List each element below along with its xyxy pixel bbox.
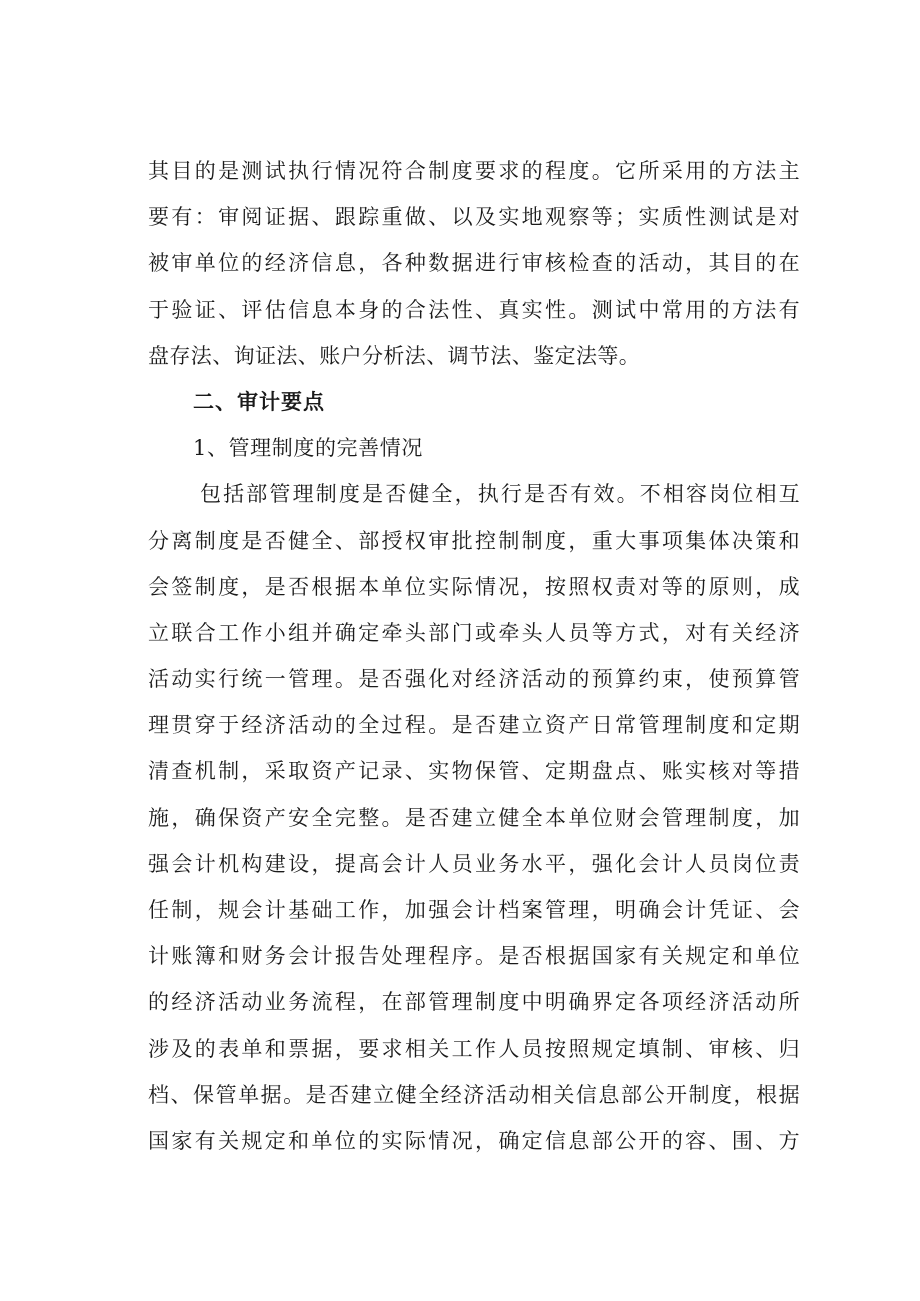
- text-line: 立联合工作小组并确定牵头部门或牵头人员等方式，对有关经济: [148, 620, 800, 645]
- text-line: 包括部管理制度是否健全，执行是否有效。不相容岗位相互: [200, 482, 800, 507]
- text-line: 要有：审阅证据、跟踪重做、以及实地观察等；实质性测试是对: [148, 205, 800, 230]
- text-line: 于验证、评估信息本身的合法性、真实性。测试中常用的方法有: [148, 297, 800, 322]
- text-line: 被审单位的经济信息，各种数据进行审核检查的活动，其目的在: [148, 251, 800, 276]
- text-line: 档、保管单据。是否建立健全经济活动相关信息部公开制度，根据: [148, 1082, 800, 1107]
- text-line: 的经济活动业务流程，在部管理制度中明确界定各项经济活动所: [148, 990, 800, 1015]
- text-line: 清查机制，采取资产记录、实物保管、定期盘点、账实核对等措: [148, 759, 800, 784]
- section-heading: 二、审计要点: [193, 389, 325, 414]
- subsection-heading: 1、管理制度的完善情况: [193, 436, 423, 461]
- text-line: 强会计机构建设，提高会计人员业务水平，强化会计人员岗位责: [148, 851, 800, 876]
- text-line: 活动实行统一管理。是否强化对经济活动的预算约束，使预算管: [148, 667, 800, 692]
- text-line: 涉及的表单和票据，要求相关工作人员按照规定填制、审核、归: [148, 1036, 800, 1061]
- text-line: 国家有关规定和单位的实际情况，确定信息部公开的容、围、方: [148, 1128, 800, 1153]
- text-line: 会签制度，是否根据本单位实际情况，按照权责对等的原则，成: [148, 574, 800, 599]
- text-line: 施，确保资产安全完整。是否建立健全本单位财会管理制度，加: [148, 805, 800, 830]
- text-line: 盘存法、询证法、账户分析法、调节法、鉴定法等。: [148, 343, 641, 368]
- text-line: 理贯穿于经济活动的全过程。是否建立资产日常管理制度和定期: [148, 713, 800, 738]
- text-line: 分离制度是否健全、部授权审批控制制度，重大事项集体决策和: [148, 528, 800, 553]
- text-line: 其目的是测试执行情况符合制度要求的程度。它所采用的方法主: [148, 159, 800, 183]
- text-line: 任制，规会计基础工作，加强会计档案管理，明确会计凭证、会: [148, 898, 800, 922]
- document-body: [148, 148, 800, 1164]
- paragraph-methods: [148, 148, 800, 379]
- paragraph-management-system: [148, 471, 800, 1164]
- text-line: 计账簿和财务会计报告处理程序。是否根据国家有关规定和单位: [148, 944, 800, 969]
